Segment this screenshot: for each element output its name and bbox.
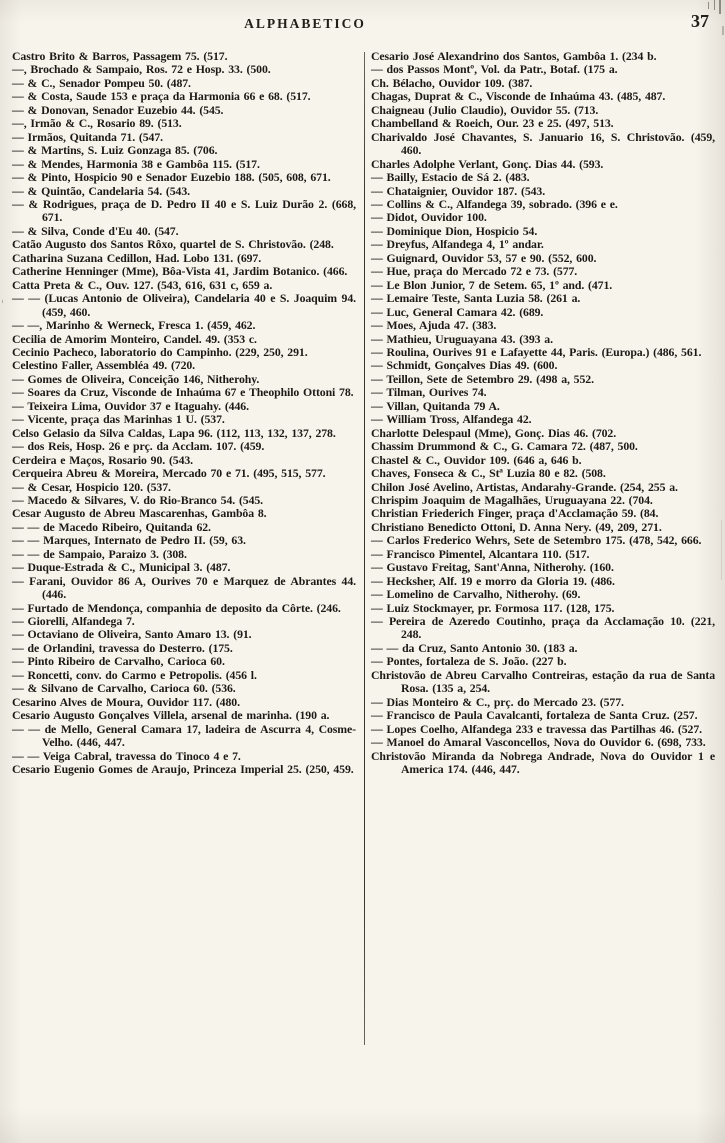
directory-entry: Catharina Suzana Cedillon, Had. Lobo 131. (697. [12,250,262,265]
directory-entry: Cesarino Alves de Moura, Ouvidor 117. (480. [12,694,240,709]
scan-artifact [719,0,721,14]
directory-entry: — Collins & C., Alfandega 39, sobrado. (396 e e. [371,196,618,211]
directory-entry: — Luiz Stockmayer, pr. Formosa 117. (128, 175. [371,600,615,615]
directory-entry: Catão Augusto dos Santos Rôxo, quartel de S. Christovão. (248. [12,237,334,252]
directory-entry: — Bailly, Estacio de Sá 2. (483. [371,170,530,185]
running-head-title: ALPHABETICO [244,16,366,31]
directory-entry: —, Brochado & Sampaio, Ros. 72 e Hosp. 33. (500. [12,62,271,77]
directory-entry: — & Cesar, Hospicio 120. (537. [12,479,171,494]
directory-entry: — dos Reis, Hosp. 26 e prç. da Acclam. 107. (459. [12,439,265,454]
directory-entry: — & Silva, Conde d'Eu 40. (547. [12,223,179,238]
directory-entry: Chaigneau (Julio Claudio), Ouvidor 55. (713. [371,102,599,117]
directory-entry: — Macedo & Silvares, V. do Rio-Branco 54. (545. [12,492,264,507]
directory-entry: — Roncetti, conv. do Carmo e Petropolis. (456 l. [12,667,257,682]
directory-entry: — Moes, Ajuda 47. (383. [371,318,497,333]
directory-entry: — Irmãos, Quitanda 71. (547. [12,129,163,144]
directory-entry: — Luc, General Camara 42. (689. [371,304,544,319]
directory-entry: — — Veiga Cabral, travessa do Tinoco 4 e 7. [12,748,241,763]
directory-entry: — & Pinto, Hospicio 90 e Senador Euzebio 188. (505, 608, 671. [12,170,331,185]
directory-entry: Cesario Augusto Gonçalves Villela, arsenal de marinha. (190 a. [12,708,330,723]
directory-entry: — Gomes de Oliveira, Conceição 146, Nitherohy. [12,371,260,386]
directory-entry: Catta Preta & C., Ouv. 127. (543, 616, 631 c, 659 a. [12,277,273,292]
directory-entry: — — de Mello, General Camara 17, ladeira de Ascurra 4, Cosme-Velho. (446, 447. [12,721,356,750]
directory-entry: Cesar Augusto de Abreu Mascarenhas, Gambôa 8. [12,506,267,521]
directory-entry: Charlotte Delespaul (Mme), Gonç. Dias 46. (702. [371,425,617,440]
directory-entry: Chrispim Joaquim de Magalhães, Uruguayana 22. (704. [371,492,653,507]
directory-entry: Cecilia de Amorim Monteiro, Candel. 49. (353 c. [12,331,257,346]
directory-entry: — — (Lucas Antonio de Oliveira), Candelaria 40 e S. Joaquim 94. (459, 460. [12,291,356,319]
directory-entry: Christovão de Abreu Carvalho Contreiras, estação da rua de Santa Rosa. (135 a, 254. [371,667,715,696]
directory-entry: — Lopes Coelho, Alfandega 233 e travessa das Partilhas 46. (527. [371,721,702,736]
directory-entry: — Hue, praça do Mercado 72 e 73. (577. [371,264,578,279]
column-right [371,50,715,776]
directory-entry: — —, Marinho & Werneck, Fresca 1. (459, 462. [12,318,256,333]
directory-entry: — Schmidt, Gonçalves Dias 49. (600. [371,358,558,373]
directory-entry: — de Orlandini, travessa do Desterro. (175. [12,640,233,655]
directory-entry: Chambelland & Roeich, Our. 23 e 25. (497, 513. [371,116,614,131]
directory-entry: — dos Passos Montº, Vol. da Patr., Botaf. (175 a. [371,62,618,77]
directory-entry: Cesario José Alexandrino dos Santos, Gambôa 1. (234 b. [371,49,657,63]
directory-entry: — Francisco de Paula Cavalcanti, fortaleza de Santa Cruz. (257. [371,708,698,723]
directory-entry: — Mathieu, Uruguayana 43. (393 a. [371,331,553,346]
directory-entry: — Dias Monteiro & C., prç. do Mercado 23. (577. [371,694,624,709]
directory-entry: — Le Blon Junior, 7 de Setem. 65, 1º and. (471. [371,277,613,292]
directory-entry: Charivaldo José Chavantes, S. Januario 16, S. Christovão. (459, 460. [371,129,715,158]
directory-entry: Chassim Drummond & C., G. Camara 72. (487, 500. [371,439,638,454]
directory-entry: — Roulina, Ourives 91 e Lafayette 44, Paris. (Europa.) (486, 561. [371,344,702,359]
directory-entry: Cerdeira e Maços, Rosario 90. (543. [12,452,194,467]
directory-entry: — & Donovan, Senador Euzebio 44. (545. [12,102,224,117]
directory-entry: — Dreyfus, Alfandega 4, 1º andar. [371,237,544,252]
directory-entry: — & Quintão, Candelaria 54. (543. [12,183,191,198]
directory-entry: Ch. Bélacho, Ouvidor 109. (387. [371,75,533,90]
scan-artifact [721,520,722,580]
directory-entry: — Dominique Dion, Hospicio 54. [371,223,538,238]
directory-entry: — & C., Senador Pompeu 50. (487. [12,75,191,90]
directory-entry: — Villan, Quitanda 79 A. [371,398,500,413]
scan-artifact [714,0,715,10]
directory-entry: Celestino Faller, Assembléa 49. (720. [12,358,196,373]
directory-entry: Cerqueira Abreu & Moreira, Mercado 70 e 71. (495, 515, 577. [12,466,326,481]
directory-entry: — Tilman, Ourives 74. [371,385,487,400]
directory-entry: Cesario Eugenio Gomes de Araujo, Princeza Imperial 25. (250, 459. [12,762,354,777]
directory-entry: — Farani, Ouvidor 86 A, Ourives 70 e Marquez de Abrantes 44. (446. [12,573,356,602]
scan-artifact [722,26,724,35]
directory-entry: — Pereira de Azeredo Coutinho, praça da Acclamação 10. (221, 248. [371,614,715,642]
directory-entry: — Soares da Cruz, Visconde de Inhaúma 67 e Theophilo Ottoni 78. [12,385,354,400]
directory-entry: Cecinio Pacheco, laboratorio do Campinho. (229, 250, 291. [12,344,308,359]
directory-entry: Chaves, Fonseca & C., Stª Luzia 80 e 82. (508. [371,466,606,481]
directory-entry: — Hecksher, Alf. 19 e morro da Gloria 19. (486. [371,573,615,588]
directory-entry: — Furtado de Mendonça, companhia de deposito da Côrte. (246. [12,600,341,615]
directory-entry: Christovão Miranda da Nobrega Andrade, Nova do Ouvidor 1 e America 174. (446, 447. [371,748,715,777]
directory-entry: — Teillon, Sete de Setembro 29. (498 a, 552. [371,371,594,386]
directory-entry: Charles Adolphe Verlant, Gonç. Dias 44. (593. [371,156,604,171]
directory-entry: — Giorelli, Alfandega 7. [12,614,135,629]
directory-entry: Catherine Henninger (Mme), Bôa-Vista 41, Jardim Botanico. (466. [12,264,348,279]
directory-entry: — — Marques, Internato de Pedro II. (59, 63. [12,533,246,548]
directory-entry: — Teixeira Lima, Ouvidor 37 e Itaguahy. (446. [12,398,249,413]
directory-entry: — & Martins, S. Luiz Gonzaga 85. (706. [12,143,218,158]
directory-entry: — & Costa, Saude 153 e praça da Harmonia 66 e 68. (517. [12,89,311,104]
directory-entry: — & Silvano de Carvalho, Carioca 60. (536. [12,681,236,696]
directory-entry: — Octaviano de Oliveira, Santo Amaro 13. (91. [12,627,252,642]
directory-entry: Chilon José Avelino, Artistas, Andarahy-Grande. (254, 255 a. [371,479,678,494]
directory-entry: Castro Brito & Barros, Passagem 75. (517. [12,49,228,63]
directory-entry: — Guignard, Ouvidor 53, 57 e 90. (552, 600. [371,250,597,265]
directory-entry: —, Irmão & C., Rosario 89. (513. [12,116,182,131]
directory-entry: — — da Cruz, Santo Antonio 30. (183 a. [371,640,578,655]
directory-entry: — — de Sampaio, Paraizo 3. (308. [12,546,187,561]
directory-entry: — Carlos Frederico Wehrs, Sete de Setembro 175. (478, 542, 666. [371,533,702,548]
directory-entry: — Lomelino de Carvalho, Nitherohy. (69. [371,587,581,602]
directory-entry: — Pontes, fortaleza de S. João. (227 b. [371,654,567,669]
directory-entry: Celso Gelasio da Silva Caldas, Lapa 96. (112, 113, 132, 137, 278. [12,425,336,440]
directory-entry: — Gustavo Freitag, Sant'Anna, Nitherohy. (160. [371,560,614,575]
directory-entry: — Chataignier, Ouvidor 187. (543. [371,183,546,198]
directory-entry: — William Tross, Alfandega 42. [371,412,532,427]
directory-entry: — Francisco Pimentel, Alcantara 110. (517. [371,546,590,561]
directory-entry: — & Mendes, Harmonia 38 e Gambôa 115. (517. [12,156,260,171]
directory-entry: — — de Macedo Ribeiro, Quitanda 62. [12,519,211,534]
directory-entry: — Pinto Ribeiro de Carvalho, Carioca 60. [12,654,225,669]
scan-artifact [708,2,709,9]
directory-entry: — Didot, Ouvidor 100. [371,210,487,225]
directory-entry: Christian Friederich Finger, praça d'Acclamação 59. (84. [371,506,659,521]
directory-entry: Christiano Benedicto Ottoni, D. Anna Nery. (49, 209, 271. [371,519,662,534]
directory-entry: — Duque-Estrada & C., Municipal 3. (487. [12,560,231,575]
page-number: 37 [691,11,709,31]
column-left [12,50,356,776]
directory-entry: Chastel & C., Ouvidor 109. (646 a, 646 b. [371,452,582,467]
directory-entry: — Manoel do Amaral Vasconcellos, Nova do Ouvidor 6. (698, 733. [371,735,706,750]
directory-entry: — & Rodrigues, praça de D. Pedro II 40 e S. Luiz Durão 2. (668, 671. [12,196,356,225]
directory-entry: Chagas, Duprat & C., Visconde de Inhaúma 43. (485, 487. [371,89,666,104]
directory-entry: — Vicente, praça das Marinhas 1 U. (537. [12,412,225,427]
scan-artifact [2,300,3,303]
directory-columns [12,50,715,776]
directory-entry: — Lemaire Teste, Santa Luzia 58. (261 a. [371,291,581,306]
